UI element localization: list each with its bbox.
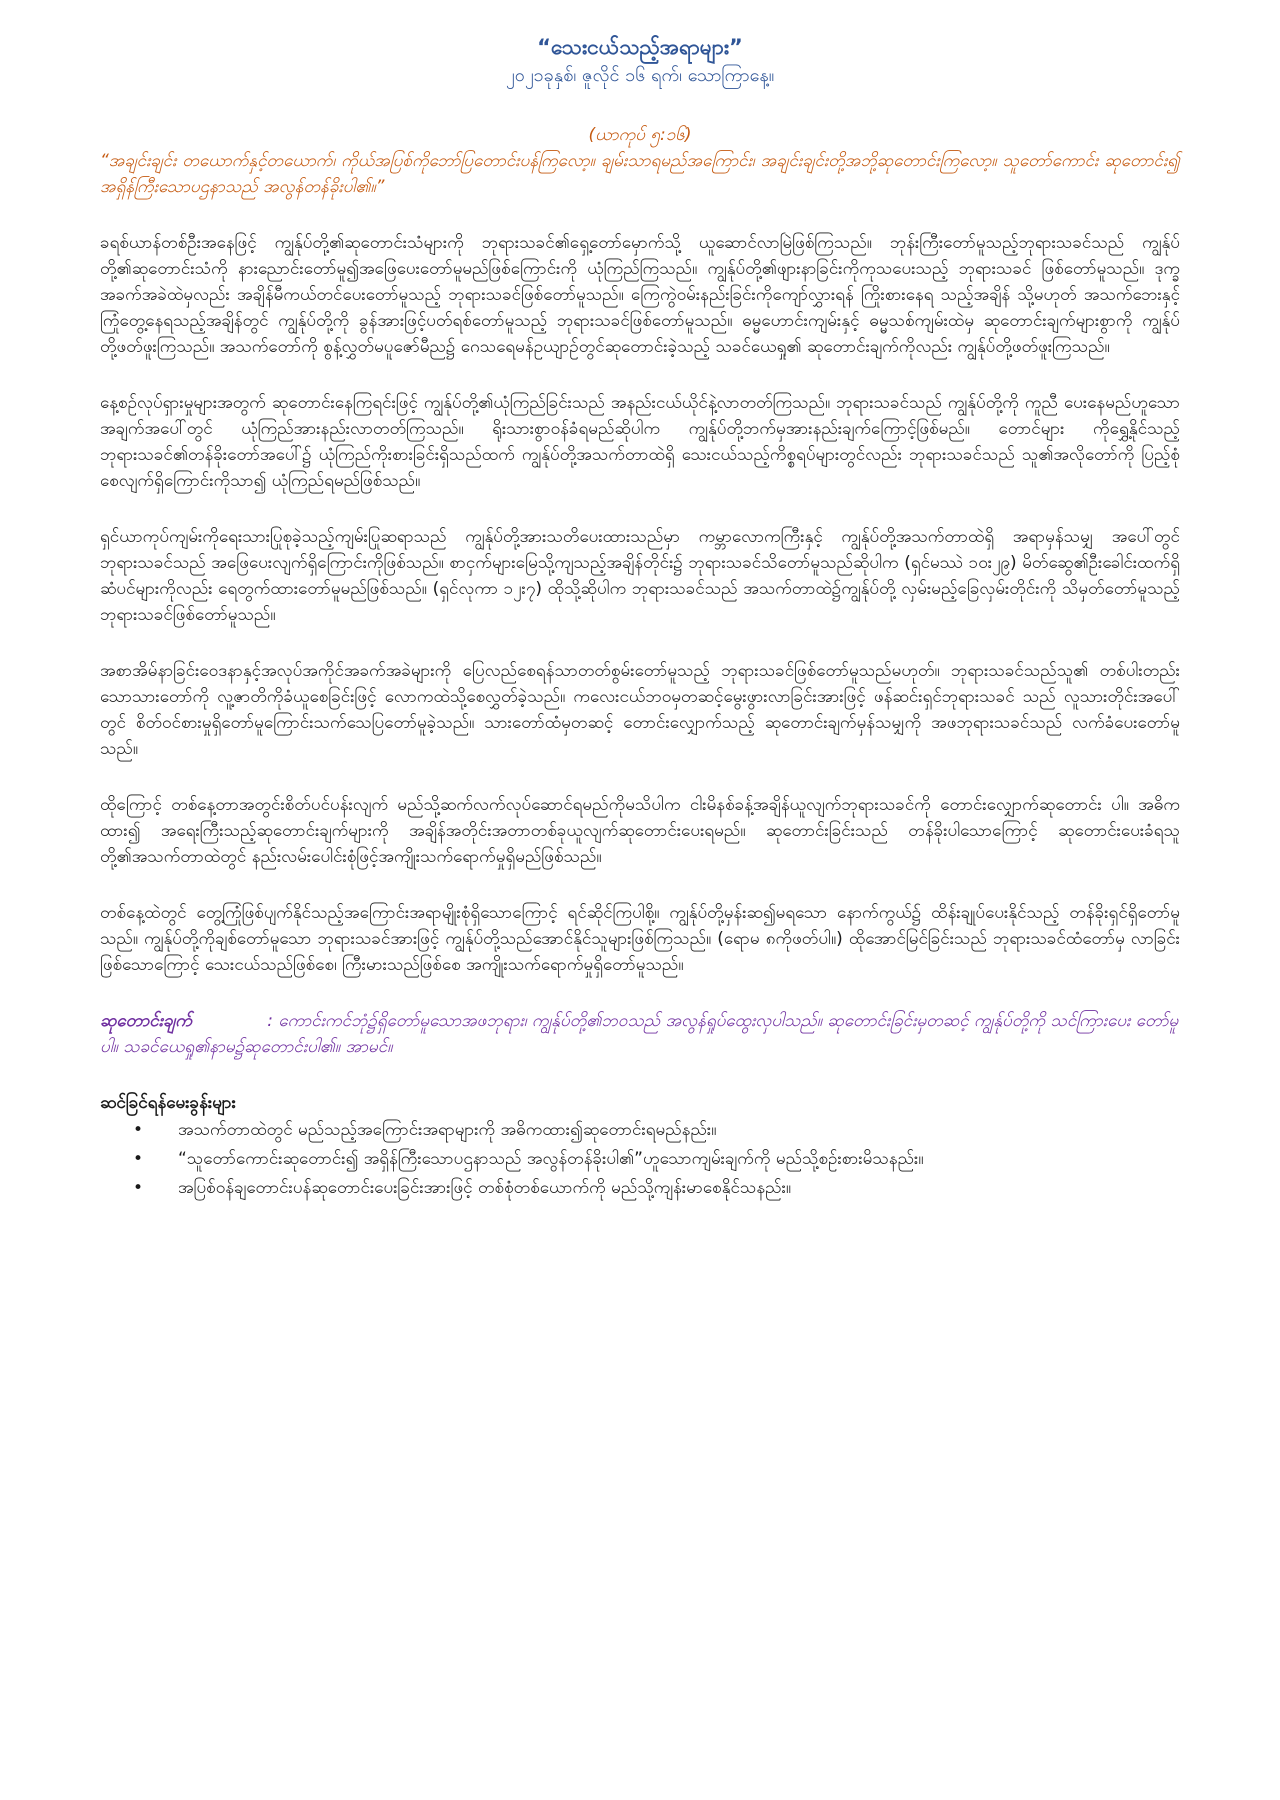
questions-heading: ဆင်ခြင်ရန်မေးခွန်းများ (100, 1093, 236, 1113)
question-text: အပြစ်ဝန်ချတောင်းပန်ဆုတောင်းပေးခြင်းအားဖြင့် တစ်စုံတစ်ယောက်ကို မည်သို့ကျန်းမာစေနိုင်သနည်း။ (178, 1178, 792, 1198)
question-text: အသက်တာထဲတွင် မည်သည့်အကြောင်းအရာများကို အဓိကထား၍ဆုတောင်းရမည်နည်း။ (178, 1120, 717, 1140)
question-item (100, 1174, 1180, 1203)
body-paragraph-1: ခရစ်ယာန်တစ်ဦးအနေဖြင့် ကျွန်ုပ်တို့၏ဆုတောင်းသံများကို ဘုရားသခင်၏ရှေ့တော်မှောက်သို့ ယူဆောင်လာမြဲဖြစ်ကြသည်။ ဘုန်းကြီးတော်မူသည့်ဘုရားသခင်သည် ကျွန်ုပ်တို့၏ဆုတောင်းသံကို နားညောင်းတော်မူ၍အဖြေပေးတော်မူမည်ဖြစ်ကြောင်းကို ယုံကြည်ကြသည်။ ကျွန်ုပ်တို့၏ဖျားနာခြင်းကိုကုသပေးသည့် ဘုရားသခင် ဖြစ်တော်မူသည်။ ဒုက္ခအခက်အခဲထဲမှလည်း အချိန်မီကယ်တင်ပေးတော်မူသည့် ဘုရားသခင်ဖြစ်တော်မူသည်။ ကြေကွဲဝမ်းနည်းခြင်းကိုကျော်လွှားရန် ကြိုးစားနေရ သည့်အချိန် သို့မဟုတ် အသက်ဘေးနှင့်ကြုံတွေ့နေရသည့်အချိန်တွင် ကျွန်ုပ်တို့ကို ခွန်အားဖြင့်ပတ်ရစ်တော်မူသည့် ဘုရားသခင်ဖြစ်တော်မူသည်။ ဓမ္မဟောင်းကျမ်းနှင့် ဓမ္မသစ်ကျမ်းထဲမှ ဆုတောင်းချက်များစွာကို ကျွန်ုပ်တို့ဖတ်ဖူးကြသည်။ အသက်တော်ကို စွန့်လွှတ်မပူဇော်မီည၌ ဂေသရေမန်ဥယျာဉ်တွင်ဆုတောင်းခဲ့သည့် သခင်ယေရှု၏ ဆုတောင်းချက်ကိုလည်း ကျွန်ုပ်တို့ဖတ်ဖူးကြသည်။ (100, 233, 1180, 357)
bullet-icon: • (132, 1120, 144, 1140)
question-item (100, 1145, 1180, 1174)
body-paragraph-4: အစာအိမ်နာခြင်းဝေဒနာနှင့်အလုပ်အကိုင်အခက်အခဲများကို ပြေလည်စေရန်သာတတ်စွမ်းတော်မူသည့် ဘုရားသခင်ဖြစ်တော်မူသည်မဟုတ်။ ဘုရားသခင်သည်သူ၏ တစ်ပါးတည်းသောသားတော်ကို လူ့ဇာတိကိုခံယူစေခြင်းဖြင့် လောကထဲသို့စေလွှတ်ခဲ့သည်။ ကလေးငယ်ဘဝမှတဆင့်မွေးဖွားလာခြင်းအားဖြင့် ဖန်ဆင်းရှင်ဘုရားသခင် သည် လူသားတိုင်းအပေါ်တွင် စိတ်ဝင်စားမှုရှိတော်မူကြောင်းသက်သေပြတော်မူခဲ့သည်။ သားတော်ထံမှတဆင့် တောင်းလျှောက်သည့် ဆုတောင်းချက်မှန်သမျှကို အဖဘုရားသခင်သည် လက်ခံပေးတော်မူသည်။ (100, 661, 1180, 759)
question-text: “သူတော်ကောင်းဆုတောင်း၍ အရှိန်ကြီးသောပဌနာသည် အလွန်တန်ခိုးပါ၏”ဟူသောကျမ်းချက်ကို မည်သို့စဉ်းစားမိသနည်း။ (178, 1149, 924, 1169)
body-paragraph-3: ရှင်ယာကုပ်ကျမ်းကိုရေးသားပြုစုခဲ့သည့်ကျမ်းပြုဆရာသည် ကျွန်ုပ်တို့အားသတိပေးထားသည်မှာ ကမ္ဘာလောကကြီးနှင့် ကျွန်ုပ်တို့အသက်တာထဲရှိ အရာမှန်သမျှ အပေါ်တွင် ဘုရားသခင်သည် အဖြေပေးလျက်ရှိကြောင်းကိုဖြစ်သည်။ စာငှက်များမြေသို့ကျသည့်အချိန်တိုင်း၌ ဘုရားသခင်သိတော်မူသည်ဆိုပါက (ရှင်မဿဲ ၁၀း၂၉) မိတ်ဆွေ၏ဦးခေါင်းထက်ရှိဆံပင်များကိုလည်း ရေတွက်ထားတော်မူမည်ဖြစ်သည်။ (ရှင်လုကာ ၁၂း၇) ထိုသို့ဆိုပါက ဘုရားသခင်သည် အသက်တာထဲ၌ကျွန်ုပ်တို့ လှမ်းမည့်ခြေလှမ်းတိုင်းကို သိမှတ်တော်မူသည့်ဘုရားသခင်ဖြစ်တော်မူသည်။ (100, 527, 1180, 625)
prayer-label: ဆုတောင်းချက် (100, 1011, 192, 1031)
verse-reference: (ယာကုပ် ၅:၁၆) (588, 125, 692, 145)
prayer-text: : ကောင်းကင်ဘုံ၌ရှိတော်မူသောအဖဘုရား၊ ကျွန်ုပ်တို့၏ဘဝသည် အလွန်ရှုပ်ထွေးလှပါသည်။ ဆုတောင်းခြင်းမှတဆင့် ကျွန်ုပ်တို့ကို သင်ကြားပေး တော်မူပါ။ သခင်ယေရှု၏နာမ၌ဆုတောင်းပါ၏။ အာမင်။ (100, 1011, 1179, 1057)
bullet-icon: • (132, 1178, 144, 1198)
prayer-block (100, 1008, 1180, 1060)
questions-list (100, 1116, 1180, 1203)
bullet-icon: • (132, 1149, 144, 1169)
body-paragraph-5: ထိုကြောင့် တစ်နေ့တာအတွင်းစိတ်ပင်ပန်းလျက် မည်သို့ဆက်လက်လုပ်ဆောင်ရမည်ကိုမသိပါက ငါးမိနစ်ခန့်အချိန်ယူလျက်ဘုရားသခင်ကို တောင်းလျှောက်ဆုတောင်း ပါ။ အဓိကထား၍ အရေးကြီးသည့်ဆုတောင်းချက်များကို အချိန်အတိုင်းအတာတစ်ခုယူလျက်ဆုတောင်းပေးရမည်။ ဆုတောင်းခြင်းသည် တန်ခိုးပါသောကြောင့် ဆုတောင်းပေးခံရသူတို့၏အသက်တာထဲတွင် နည်းလမ်းပေါင်းစုံဖြင့်အကျိုးသက်ရောက်မှုရှိမည်ဖြစ်သည်။ (100, 795, 1180, 867)
body-paragraph-6: တစ်နေ့ထဲတွင် တွေ့ကြုံဖြစ်ပျက်နိုင်သည့်အကြောင်းအရာမျိုးစုံရှိသောကြောင့် ရင်ဆိုင်ကြပါစို့။ ကျွန်ုပ်တို့မှန်းဆ၍မရသော နောက်ကွယ်၌ ထိန်းချုပ်ပေးနိုင်သည့် တန်ခိုးရှင်ရှိတော်မူသည်။ ကျွန်ုပ်တို့ကိုချစ်တော်မူသော ဘုရားသခင်အားဖြင့် ကျွန်ုပ်တို့သည်အောင်နိုင်သူများဖြစ်ကြသည်။ (ရောမ ၈ကိုဖတ်ပါ။) ထိုအောင်မြင်ခြင်းသည် ဘုရားသခင်ထံတော်မှ လာခြင်းဖြစ်သောကြောင့် သေးငယ်သည်ဖြစ်စေ၊ ကြီးမားသည်ဖြစ်စေ အကျိုးသက်ရောက်မှုရှိတော်မူသည်။ (100, 903, 1180, 975)
verse-text: “အချင်းချင်း တယောက်နှင့်တယောက်၊ ကိုယ်အပြစ်ကိုဘော်ပြတောင်းပန်ကြလော့။ ချမ်းသာရမည်အကြောင်း၊ အချင်းချင်းတို့အဘို့ဆုတောင်းကြလော့။ သူတော်ကောင်း ဆုတောင်း၍ အရှိန်ကြီးသောပဌနာသည် အလွန်တန်ခိုးပါ၏။” (100, 151, 1180, 197)
page-date: ၂၀၂၁ခုနှစ်၊ ဇူလိုင် ၁၆ ရက်၊ သောကြာနေ့။ (505, 65, 775, 86)
question-item (100, 1116, 1180, 1145)
page-title: “သေးငယ်သည့်အရာများ” (537, 35, 743, 59)
body-paragraph-2: နေ့စဉ်လုပ်ရှားမှုများအတွက် ဆုတောင်းနေကြရင်းဖြင့် ကျွန်ုပ်တို့၏ယုံကြည်ခြင်းသည် အနည်းငယ်ယိုင်နဲ့လာတတ်ကြသည်။ ဘုရားသခင်သည် ကျွန်ုပ်တို့ကို ကူညီ ပေးနေမည်ဟူသောအချက်အပေါ်တွင် ယုံကြည်အားနည်းလာတတ်ကြသည်။ ရိုးသားစွာဝန်ခံရမည်ဆိုပါက ကျွန်ုပ်တို့ဘက်မှအားနည်းချက်ကြောင့်ဖြစ်မည်။ တောင်များ ကိုရွှေ့နိုင်သည့် ဘုရားသခင်၏တန်ခိုးတော်အပေါ်၌ ယုံကြည်ကိုးစားခြင်းရှိသည်ထက် ကျွန်ုပ်တို့အသက်တာထဲရှိ သေးငယ်သည့်ကိစ္စရပ်များတွင်လည်း ဘုရားသခင်သည် သူ၏အလိုတော်ကို ပြည့်စုံစေလျက်ရှိကြောင်းကိုသာ၍ ယုံကြည်ရမည်ဖြစ်သည်။ (100, 393, 1180, 491)
